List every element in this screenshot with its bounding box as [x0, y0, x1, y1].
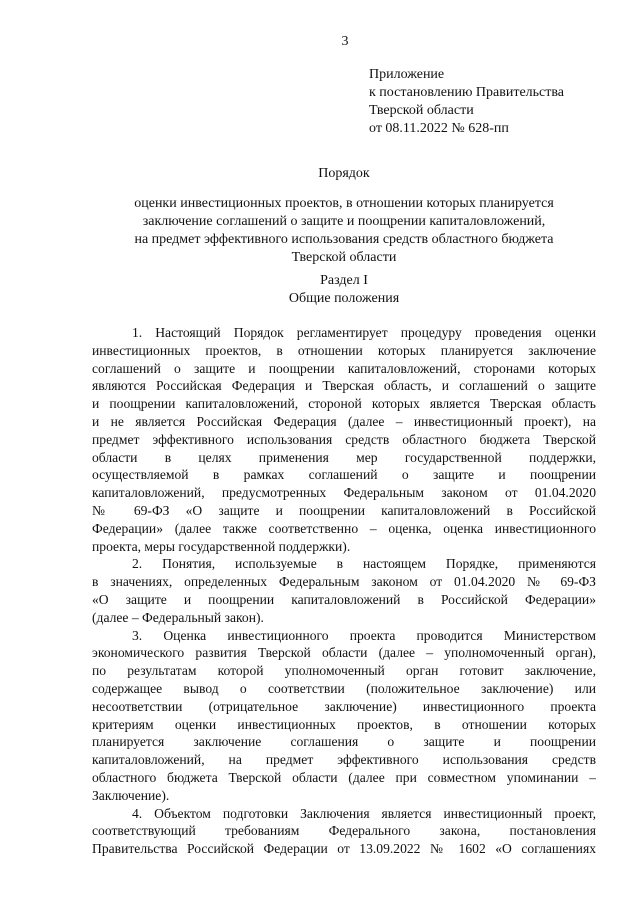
paragraph-line: № 69-ФЗ «О защите и поощрении капиталовложений в Российской [92, 502, 596, 518]
paragraph-line: области в целях применения мер государственной поддержки, [92, 449, 596, 465]
paragraph-line: проекта, меры государственной поддержки). [92, 538, 351, 554]
title-line: оценки инвестиционных проектов, в отношении которых планируется [134, 196, 554, 211]
title-line: Порядок [318, 166, 370, 181]
paragraph-line: Заключение). [92, 787, 170, 803]
paragraph-line: 4. Объектом подготовки Заключения является инвестиционный проект, [132, 805, 596, 821]
paragraph-line: капиталовложений, на предмет эффективного использования средств [92, 752, 596, 768]
paragraph-line: областного бюджета Тверской области (далее при совместном упоминании – [92, 769, 596, 785]
paragraph-line: в значениях, определенных Федеральным законом от 01.04.2020 № 69-ФЗ [92, 574, 596, 590]
paragraph [92, 324, 596, 555]
paragraph-line: Правительства Российской Федерации от 13.09.2022 № 1602 «О соглашениях [92, 841, 596, 857]
title-line: Тверской области [291, 250, 397, 265]
page-number: 3 [341, 34, 349, 49]
appendix-line: к постановлению Правительства [369, 85, 565, 100]
paragraph-line: планируется заключение соглашения о защите и поощрении [92, 734, 596, 750]
paragraph-line: инвестиционных проектов, в отношении которых планируется заключение [92, 342, 596, 358]
paragraph-line: капиталовложений, предусмотренных Федеральным законом от 01.04.2020 [92, 485, 596, 501]
paragraph-line: 1. Настоящий Порядок регламентирует процедуру проведения оценки [132, 325, 596, 340]
paragraph-line: (далее – Федеральный закон). [92, 609, 264, 625]
paragraph-line: несоответствии (отрицательное заключение) инвестиционного проекта [92, 698, 596, 714]
paragraph [92, 805, 596, 858]
title-line: на предмет эффективного использования средств областного бюджета [134, 232, 554, 247]
paragraph-line: и не является Российская Федерация (далее – инвестиционный проект), на [92, 413, 596, 429]
appendix-line: от 08.11.2022 № 628-пп [369, 121, 509, 136]
paragraph-line: «О защите и поощрении капиталовложений в Российской Федерации» [92, 591, 596, 607]
paragraph-line: осуществляемой в рамках соглашений о защите и поощрении [92, 467, 596, 483]
paragraph-line: экономического развития Тверской области (далее – уполномоченный орган), [92, 645, 596, 661]
paragraph-line: содержащее вывод о соответствии (положительное заключение) или [92, 680, 596, 696]
appendix-line: Приложение [369, 67, 445, 82]
paragraph-line: 3. Оценка инвестиционного проекта проводится Министерством [132, 627, 596, 643]
paragraph [92, 627, 596, 805]
paragraph-line: Федерации» (далее также соответственно – оценка, оценка инвестиционного [92, 520, 596, 536]
section-name: Общие положения [288, 291, 400, 306]
title-line: заключение соглашений о защите и поощрении капиталовложений, [142, 214, 546, 229]
paragraph-line: предмет эффективного использования средств областного бюджета Тверской [92, 431, 596, 447]
paragraph-line: и поощрении капиталовложений, стороной которых является Тверская область [92, 396, 596, 412]
paragraph-line: критериям оценки инвестиционных проектов, в отношении которых [92, 716, 596, 732]
paragraph-line: являются Российская Федерация и Тверская область, и соглашений о защите [92, 378, 596, 394]
paragraph-line: соглашений о защите и поощрении капиталовложений, сторонами которых [92, 360, 596, 376]
paragraph [92, 555, 596, 626]
section-heading [92, 272, 596, 308]
appendix-header [369, 66, 564, 138]
title-spacer [92, 183, 596, 195]
paragraph-line: по результатам которой уполномоченный орган готовит заключение, [92, 663, 596, 679]
section-number: Раздел I [320, 273, 368, 288]
document-title [92, 165, 596, 267]
document-body [92, 324, 596, 858]
paragraph-line: 2. Понятия, используемые в настоящем Порядке, применяются [132, 556, 596, 572]
paragraph-line: соответствующий требованиям Федерального закона, постановления [92, 823, 596, 839]
appendix-line: Тверской области [369, 103, 474, 118]
